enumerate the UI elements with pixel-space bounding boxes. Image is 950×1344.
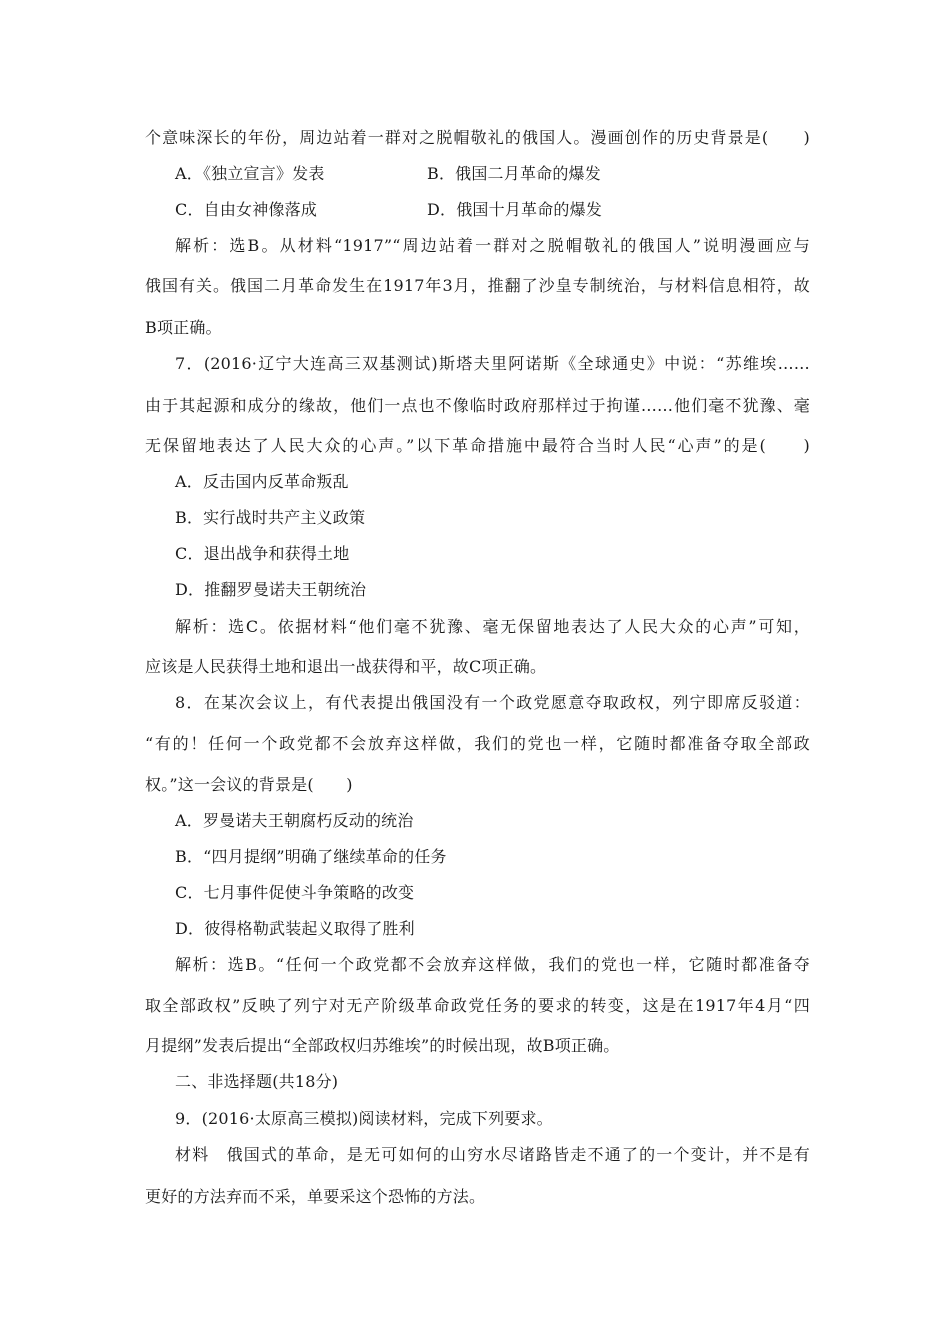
q8-stem-line-1: 8．在某次会议上，有代表提出俄国没有一个政党愿意夺取政权，列宁即席反驳道： <box>175 693 810 712</box>
q7-option-c: C．退出战争和获得土地 <box>175 544 350 563</box>
q7-answer-line-2: 应该是人民获得土地和退出一战获得和平，故C项正确。 <box>145 657 547 676</box>
q8-stem-line-2: “有的！任何一个政党都不会放弃这样做，我们的党也一样，它随时都准备夺取全部政 <box>145 734 810 753</box>
q8-option-c: C．七月事件促使斗争策略的改变 <box>175 883 415 902</box>
q7-stem-line-1: 7．(2016·辽宁大连高三双基测试)斯塔夫里阿诺斯《全球通史》中说：“苏维埃…… <box>175 354 810 373</box>
q9-material-line-2: 更好的方法弃而不采，单要采这个恐怖的方法。 <box>145 1187 486 1206</box>
q6-option-d: D．俄国十月革命的爆发 <box>427 200 603 219</box>
q7-option-a: A．反击国内反革命叛乱 <box>175 472 349 491</box>
q8-option-b: B．“四月提纲”明确了继续革命的任务 <box>175 847 447 866</box>
q6-answer-line-2: 俄国有关。俄国二月革命发生在1917年3月，推翻了沙皇专制统治，与材料信息相符，故 <box>145 276 810 295</box>
q6-options-row-1 <box>175 164 810 184</box>
section-heading: 二、非选择题(共18分) <box>175 1072 339 1091</box>
q8-stem-line-3: 权。”这一会议的背景是( ) <box>145 775 353 794</box>
q8-option-a: A．罗曼诺夫王朝腐朽反动的统治 <box>175 811 414 830</box>
q8-option-d: D．彼得格勒武装起义取得了胜利 <box>175 919 415 938</box>
q6-answer-line-1: 解析：选B。从材料“1917”“周边站着一群对之脱帽敬礼的俄国人”说明漫画应与 <box>175 236 810 255</box>
q7-stem-line-3: 无保留地表达了人民大众的心声。”以下革命措施中最符合当时人民“心声”的是( ) <box>145 436 810 455</box>
q6-answer-line-3: B项正确。 <box>145 318 222 337</box>
q6-option-c: C．自由女神像落成 <box>175 200 318 219</box>
q7-answer-line-1: 解析：选C。依据材料“他们毫不犹豫、毫无保留地表达了人民大众的心声”可知， <box>175 617 810 636</box>
q6-option-b: B．俄国二月革命的爆发 <box>427 164 601 183</box>
q9-stem-line-1: 9．(2016·太原高三模拟)阅读材料，完成下列要求。 <box>175 1109 553 1128</box>
q6-option-a: A．《独立宣言》发表 <box>175 164 325 183</box>
q8-answer-line-3: 月提纲”发表后提出“全部政权归苏维埃”的时候出现，故B项正确。 <box>145 1036 620 1055</box>
q7-stem-line-2: 由于其起源和成分的缘故，他们一点也不像临时政府那样过于拘谨……他们毫不犹豫、毫 <box>145 396 810 415</box>
q9-material-line-1: 材料 俄国式的革命，是无可如何的山穷水尽诸路皆走不通了的一个变计，并不是有 <box>175 1145 810 1164</box>
q6-options-row-2 <box>175 200 810 220</box>
q8-answer-line-2: 取全部政权”反映了列宁对无产阶级革命政党任务的要求的转变，这是在1917年4月“四 <box>145 996 810 1015</box>
q7-option-d: D．推翻罗曼诺夫王朝统治 <box>175 580 367 599</box>
q6-stem-tail: 个意味深长的年份，周边站着一群对之脱帽敬礼的俄国人。漫画创作的历史背景是( ) <box>145 128 810 147</box>
q8-answer-line-1: 解析：选B。“任何一个政党都不会放弃这样做，我们的党也一样，它随时都准备夺 <box>175 955 810 974</box>
q7-option-b: B．实行战时共产主义政策 <box>175 508 366 527</box>
